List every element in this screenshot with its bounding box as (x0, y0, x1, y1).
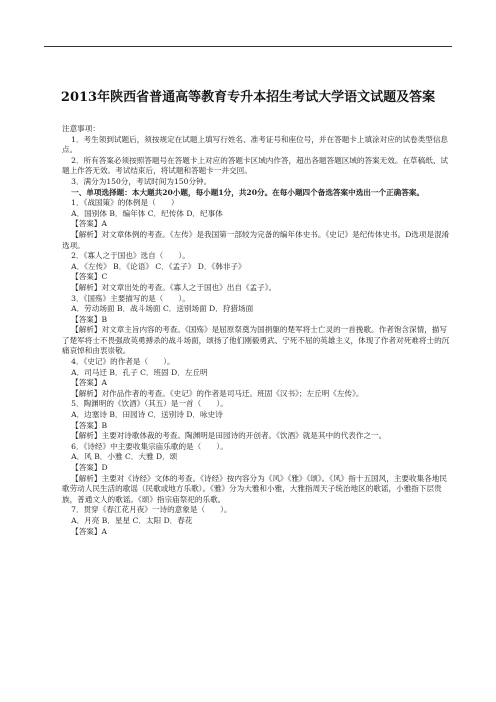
question-3-analysis: 【解析】对文章主旨内容的考查。《国殇》是屈原祭奠为国捐躯的楚军将士亡灵的一首挽歌。作者饱含深情，描写了楚军将士不畏强敌英勇搏杀的战斗场面，颂扬了他们刚毅勇武、宁死不屈的英雄主义，体现了作者对死难将士的沉痛哀悼和由衷崇敬。 (62, 325, 450, 356)
question-5-stem: 5．陶渊明的《饮酒》（其五）是一首（ ）。 (71, 399, 228, 409)
question-1-options: A．国别体 B．编年体 C．纪传体 D．纪事体 (71, 208, 223, 218)
question-4-analysis: 【解析】对作品作者的考查。《史记》的作者是司马迁。班固《汉书》；左丘明《左传》。 (71, 388, 364, 398)
header-rule (44, 46, 452, 47)
section-heading: 一、单项选择题：本大题共20小题，每小题1分，共20分。在每小题四个备选答案中选出一个正确答案。 (71, 187, 425, 197)
question-7-answer: 【答案】A (71, 526, 107, 536)
note-2: 2．所有答案必须按照答题号在答题卡上对应的答题卡区域内作答，超出各题答题区域的答案无效。在草稿纸、试题上作答无效。考试结束后，将试题和答题卡一并交回。 (62, 155, 449, 176)
note-3: 3．满分为150分，考试时间为150分钟。 (71, 176, 212, 186)
question-2-options: A．《左传》 B．《论语》 C．《孟子》 D．《韩非子》 (71, 261, 246, 271)
question-3-answer: 【答案】B (71, 314, 108, 324)
question-1-answer: 【答案】A (71, 219, 107, 229)
question-6-analysis: 【解析】主要对《诗经》文体的考查。《诗经》按内容分为《风》《雅》《颂》。《风》指十五国风，主要收集各地民歌劳动人民生活的歌谣（民歌或地方乐歌）。《雅》分为大雅和小雅，大雅指周天子统治地区的歌谣，小雅指下层贵族，普通文人的歌谣。《颂》指宗庙祭祀的乐歌。 (62, 473, 447, 504)
question-4-stem: 4．《史记》的作者是（ ）。 (71, 357, 175, 367)
note-1: 1．考生领到试题后，须按规定在试题上填写行姓名、准考证号和座位号，并在答题卡上填涂对应的试卷类型信息点。 (62, 134, 449, 155)
question-5-options: A．边塞诗 B．田园诗 C．送别诗 D．咏史诗 (71, 410, 223, 420)
question-2-answer: 【答案】C (71, 272, 108, 282)
question-3-options: A．劳动场面 B．战斗场面 C．送别场面 D．狩猎场面 (71, 304, 254, 314)
question-6-options: A．风 B．小雅 C．大雅 D．颂 (71, 452, 178, 462)
question-4-answer: 【答案】A (71, 378, 107, 388)
question-5-answer: 【答案】B (71, 420, 108, 430)
question-3-stem: 3．《国殇》主要描写的是（ ）。 (71, 293, 190, 303)
question-4-options: A．司马迁 B．孔子 C．班固 D．左丘明 (71, 367, 208, 377)
document-body (62, 124, 450, 537)
question-6-answer: 【答案】D (71, 463, 108, 472)
question-7-options: A．月亮 B．星星 C．太阳 D．春花 (71, 515, 193, 525)
document-title: 2013年陕西省普通高等教育专升本招生考试大学语文试题及答案 (60, 90, 436, 105)
question-1-stem: 1．《战国策》的体例是（ ） (71, 198, 179, 208)
question-5-analysis: 【解析】主要对诗歌体裁的考查。陶渊明是田园诗的开创者。《饮酒》就是其中的代表作之一。 (71, 431, 387, 441)
question-2-analysis: 【解析】对文章出处的考查。《寡人之于国也》出自《孟子》。 (71, 282, 277, 292)
question-6-stem: 6．《诗经》中主要收集宗庙乐歌的是（ ）。 (71, 441, 228, 451)
notes-heading: 注意事项： (62, 124, 100, 133)
question-1-analysis: 【解析】对文章体例的考查。《左传》是我国第一部较为完备的编年体史书。《史记》是纪传体史书。D选项是混淆选项。 (62, 229, 450, 250)
question-7-stem: 7．贯穿《春江花月夜》一诗的意象是（ ）。 (71, 505, 232, 515)
question-2-stem: 2．《寡人之于国也》选自（ ）。 (71, 251, 190, 261)
